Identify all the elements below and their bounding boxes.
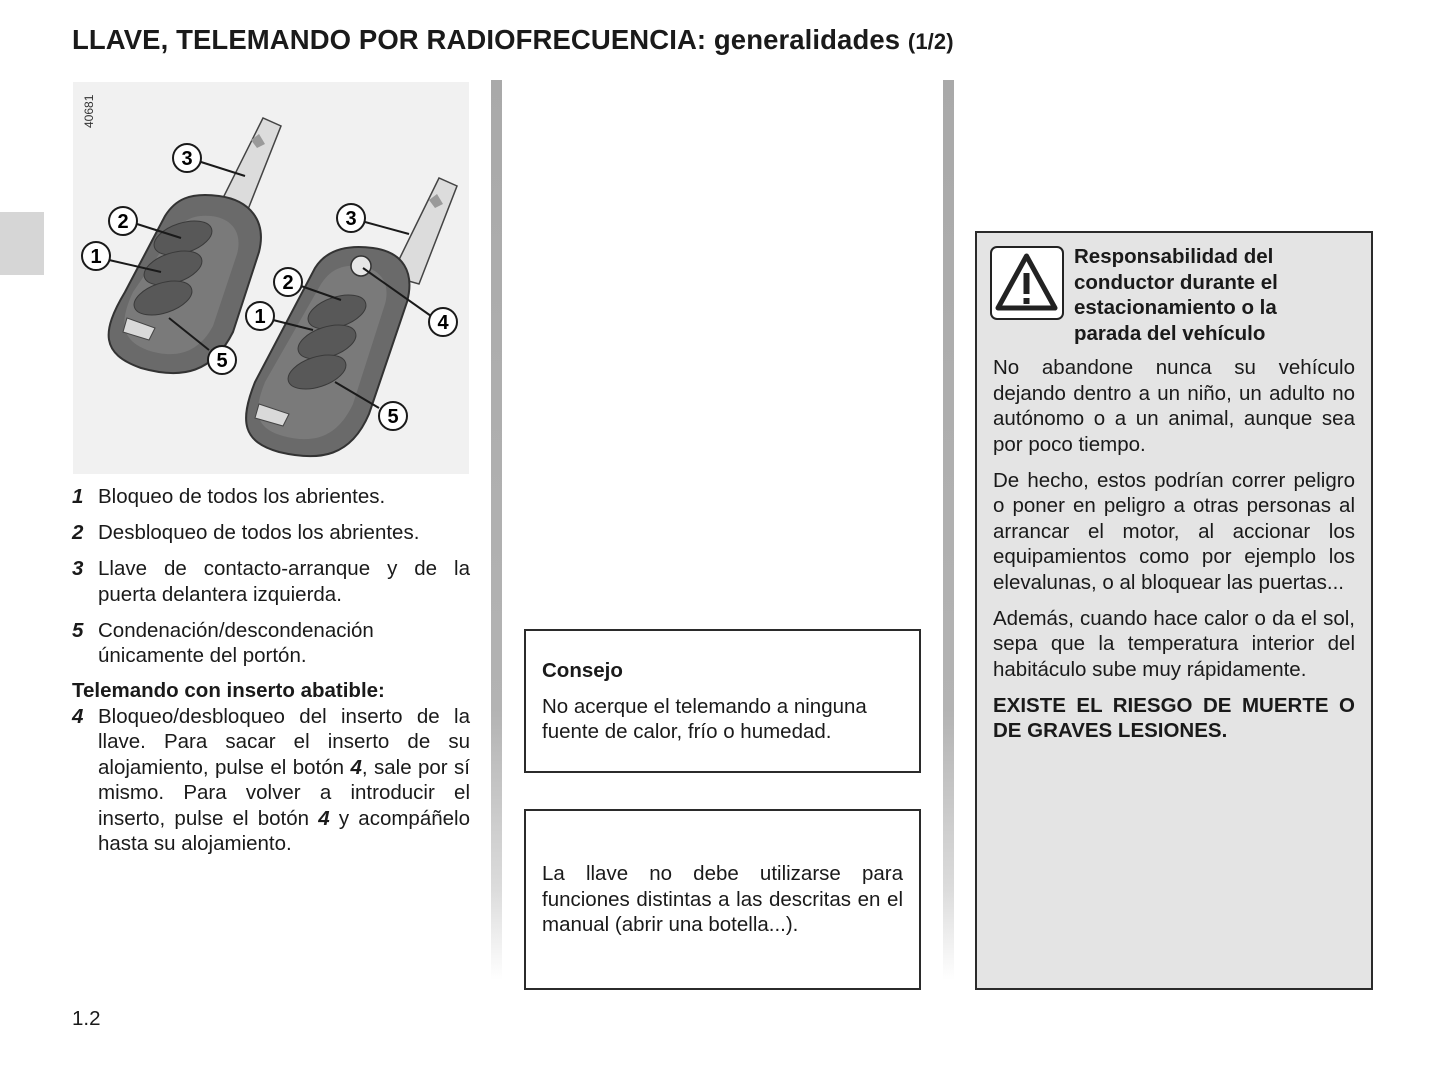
key-illustration xyxy=(73,82,469,474)
warning-triangle-icon xyxy=(990,246,1064,320)
title-main: LLAVE, TELEMANDO POR RADIOFRECUENCIA: generalidades xyxy=(72,24,901,55)
advice-text: No acerque el telemando a ninguna fuente de calor, frío o humedad. xyxy=(542,694,867,743)
legend-item-5 xyxy=(72,618,470,669)
legend-text: , sale por sí mismo. Para volver a introducir el inserto, pulse el botón xyxy=(98,755,470,830)
svg-text:2: 2 xyxy=(117,211,129,233)
button-ref: 4 xyxy=(350,755,362,779)
figure-ref: 40681 xyxy=(82,94,96,128)
legend-number: 5 xyxy=(72,618,84,642)
legend-text: Condenación/descondenación únicamente del portón. xyxy=(98,618,374,667)
note-text: La llave no debe utilizarse para funciones distintas a las descritas en el manual (abrir una botella...). xyxy=(542,862,903,936)
legend-number: 4 xyxy=(72,704,84,728)
warning-header xyxy=(993,244,1355,346)
callout-3-left xyxy=(173,144,201,172)
warning-danger: EXISTE EL RIESGO DE MUERTE O DE GRAVES LESIONES. xyxy=(993,693,1355,742)
legend-number: 2 xyxy=(72,521,84,544)
legend-number: 3 xyxy=(72,557,84,580)
section-tab xyxy=(0,212,44,275)
callout-1-left xyxy=(82,242,110,270)
legend-item-1 xyxy=(72,484,470,510)
button-ref: 4 xyxy=(318,806,330,830)
legend-item-4 xyxy=(72,704,470,857)
advice-box xyxy=(524,629,921,773)
svg-text:1: 1 xyxy=(254,306,266,328)
callout-5-left xyxy=(208,346,236,374)
legend-item-2 xyxy=(72,520,470,546)
warning-box xyxy=(975,231,1373,990)
callout-1-right xyxy=(246,302,274,330)
callout-3-right xyxy=(337,204,365,232)
svg-text:2: 2 xyxy=(282,272,294,294)
svg-text:1: 1 xyxy=(90,246,102,268)
legend-subheading: Telemando con inserto abatible: xyxy=(72,679,385,702)
legend-item-3 xyxy=(72,556,470,607)
callout-4-right xyxy=(429,308,457,336)
legend-text: Bloqueo/desbloqueo del inserto de la llave. Para sacar el inserto de su alojamiento, pulse el botón xyxy=(98,704,470,779)
note-box xyxy=(524,809,921,990)
column-separator xyxy=(943,80,954,980)
svg-text:5: 5 xyxy=(216,350,228,372)
legend-number: 1 xyxy=(72,485,84,508)
warning-title: Responsabilidad del conductor durante el estacionamiento o la parada del vehículo xyxy=(1074,245,1278,345)
legend xyxy=(72,484,470,867)
svg-text:4: 4 xyxy=(437,312,449,334)
column-separator xyxy=(491,80,502,980)
svg-text:3: 3 xyxy=(345,208,357,230)
warning-paragraph: Además, cuando hace calor o da el sol, sepa que la temperatura interior del habitáculo sube muy rápidamente. xyxy=(993,606,1355,681)
callout-5-right xyxy=(379,402,407,430)
warning-paragraph: No abandone nunca su vehículo dejando dentro a un niño, un adulto no autónomo o a un animal, aunque sea por poco tiempo. xyxy=(993,356,1355,456)
svg-text:3: 3 xyxy=(181,148,193,170)
page-number: 1.2 xyxy=(72,1007,101,1030)
legend-text: Bloqueo de todos los abrientes. xyxy=(98,485,386,508)
legend-text: Desbloqueo de todos los abrientes. xyxy=(98,521,420,544)
callout-2-right xyxy=(274,268,302,296)
svg-text:5: 5 xyxy=(387,406,399,428)
key-drawing xyxy=(73,82,469,474)
legend-text: y acompáñelo hasta su alojamiento. xyxy=(98,806,470,855)
warning-paragraph: De hecho, estos podrían correr peligro o poner en peligro a otras personas al arrancar el motor, al accionar los equipamientos como por ejemplo los elevalunas, o al bloquear las puertas... xyxy=(993,468,1355,594)
legend-text: Llave de contacto-arranque y de la puerta delantera izquierda. xyxy=(98,557,470,606)
page-title xyxy=(72,24,954,56)
title-part: (1/2) xyxy=(907,29,954,54)
callout-2-left xyxy=(109,207,137,235)
advice-heading: Consejo xyxy=(542,659,623,682)
